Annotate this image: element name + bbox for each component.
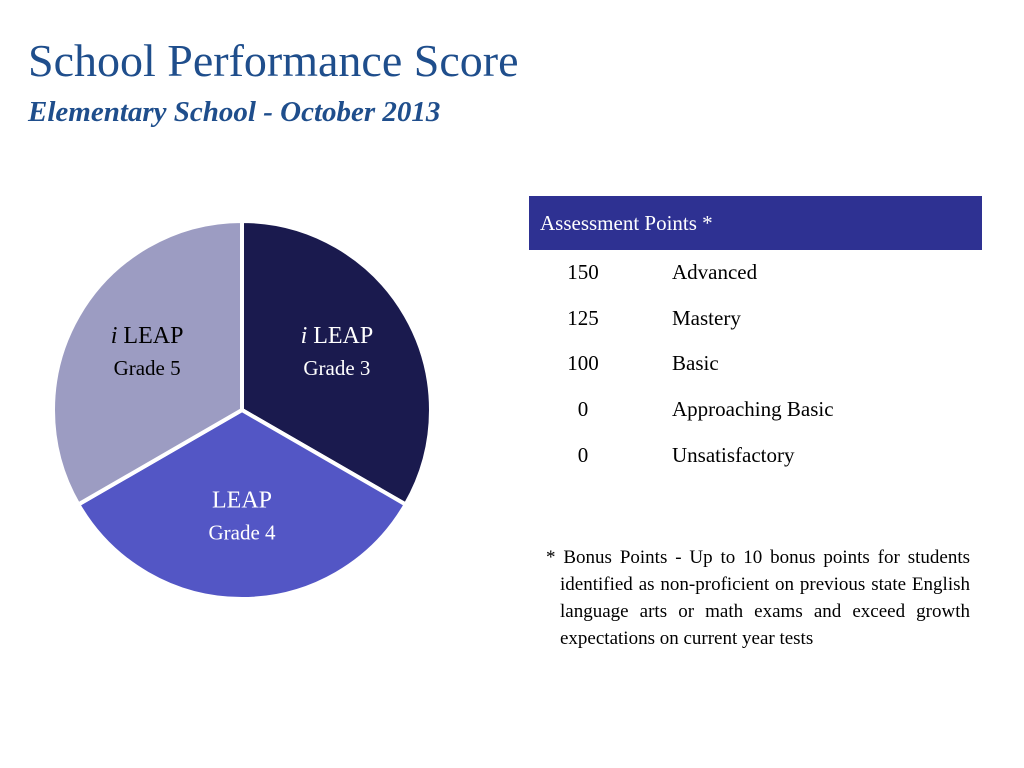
pie-slice-name: LEAP (313, 323, 374, 350)
pie-slice-sublabel: Grade 5 (113, 356, 181, 381)
pie-slice-label (301, 323, 374, 349)
pie-slice-label (212, 488, 272, 514)
pie-slice-prefix: i (110, 323, 124, 350)
level-cell: Approaching Basic (672, 397, 834, 422)
points-cell: 0 (577, 442, 589, 467)
slide-title: School Performance Score (28, 35, 519, 86)
pie-slice-prefix: i (300, 323, 314, 350)
pie-slice-sublabel: Grade 4 (208, 520, 276, 545)
bonus-points-footnote: * Bonus Points - Up to 10 bonus points for students identified as non-proficient on previous state English language arts or math exams and exceed growth expectations on current year tests (546, 547, 970, 649)
pie-slice-name: LEAP (212, 487, 272, 514)
table-header-row (529, 196, 982, 250)
pie-slice-sublabel: Grade 3 (303, 356, 371, 381)
level-cell: Basic (672, 351, 719, 376)
pie-slice-name: LEAP (123, 323, 184, 350)
table-row (529, 341, 982, 387)
assessment-points-table (529, 196, 982, 478)
level-cell: Advanced (672, 260, 758, 285)
table-row (529, 296, 982, 342)
level-cell: Mastery (672, 305, 741, 330)
points-cell: 125 (567, 305, 599, 330)
table-header: Assessment Points * (529, 196, 982, 250)
points-cell: 150 (567, 260, 599, 285)
table-row (529, 432, 982, 478)
points-cell: 100 (567, 351, 599, 376)
table-row (529, 250, 982, 296)
level-cell: Unsatisfactory (672, 442, 795, 467)
pie-slice-label (111, 323, 184, 349)
points-cell: 0 (577, 397, 589, 422)
table-row (529, 387, 982, 433)
slide-subtitle: Elementary School - October 2013 (28, 96, 441, 128)
